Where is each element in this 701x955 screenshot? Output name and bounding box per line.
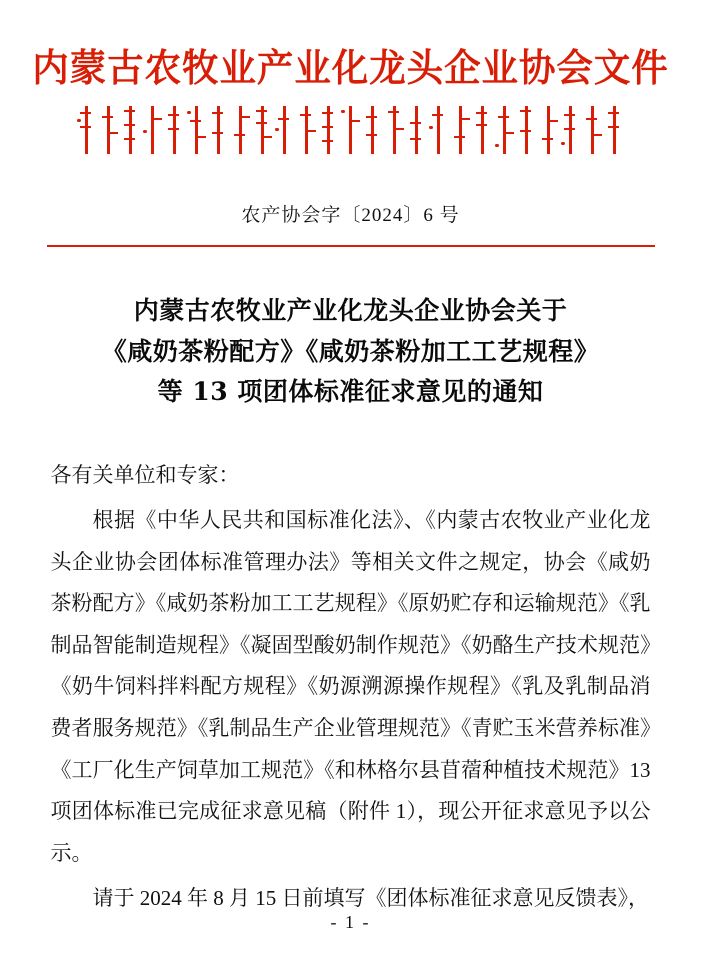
mongolian-glyph <box>322 106 335 154</box>
mongolian-glyph <box>432 106 445 154</box>
mongolian-glyph <box>498 106 511 154</box>
mongolian-glyph <box>80 106 93 154</box>
mongolian-glyph <box>608 106 621 154</box>
salutation: 各有关单位和专家： <box>50 462 240 487</box>
document-title-line-2: 《咸奶茶粉配方》《咸奶茶粉加工工艺规程》 <box>101 336 600 366</box>
masthead <box>0 44 701 160</box>
red-divider-rule <box>47 245 655 248</box>
body-paragraph-2: 请于 2024 年 8 月 15 日前填写《团体标准征求意见反馈表》， <box>92 886 649 911</box>
document-title-line-1: 内蒙古农牧业产业化龙头企业协会关于 <box>133 296 568 325</box>
document-number: 农产协会字〔2024〕6 号 <box>241 204 460 226</box>
mongolian-glyph <box>476 106 489 154</box>
document-title-line-3: 等 13 项团体标准征求意见的通知 <box>157 377 544 406</box>
mongolian-glyph <box>190 106 203 154</box>
page-number-footer: - 1 - <box>330 912 371 932</box>
mongolian-glyph <box>344 106 357 154</box>
mongolian-glyph <box>168 106 181 154</box>
mongolian-glyph <box>388 106 401 154</box>
mongolian-glyph <box>454 106 467 154</box>
mongolian-glyph <box>366 106 379 154</box>
masthead-title: 内蒙古农牧业产业化龙头企业协会文件 <box>32 45 669 90</box>
mongolian-glyph <box>410 106 423 154</box>
mongolian-glyph <box>124 106 137 154</box>
body-paragraph-1: 根据《中华人民共和国标准化法》、《内蒙古农牧业产业化龙头企业协会团体标准管理办法》等相关文件之规定，协会《咸奶茶粉配方》《咸奶茶粉加工工艺规程》《原奶贮存和运输规范》《乳制品智能制造规程》《凝固型酸奶制作规范》《奶酪生产技术规范》《奶牛饲料拌料配方规程》《奶源溯源操作规程》《乳及乳制品消费者服务规范》《乳制品生产企业管理规范》《青贮玉米营养标准》《工厂化生产饲草加工规范》《和林格尔县苜蓿种植技术规范》13 项团体标准已完成征求意见稿（附件 1），现公开征求意见予以公示。 <box>50 508 651 865</box>
mongolian-glyph <box>146 106 159 154</box>
mongolian-glyph <box>102 106 115 154</box>
document-title <box>51 291 651 413</box>
mongolian-glyph <box>520 106 533 154</box>
mongolian-glyph <box>564 106 577 154</box>
document-body <box>51 455 651 920</box>
mongolian-glyph <box>278 106 291 154</box>
mongolian-script-line <box>0 106 701 160</box>
mongolian-glyph <box>256 106 269 154</box>
mongolian-glyph <box>300 106 313 154</box>
mongolian-glyph <box>586 106 599 154</box>
mongolian-glyph <box>212 106 225 154</box>
mongolian-glyph <box>234 106 247 154</box>
mongolian-glyph <box>542 106 555 154</box>
